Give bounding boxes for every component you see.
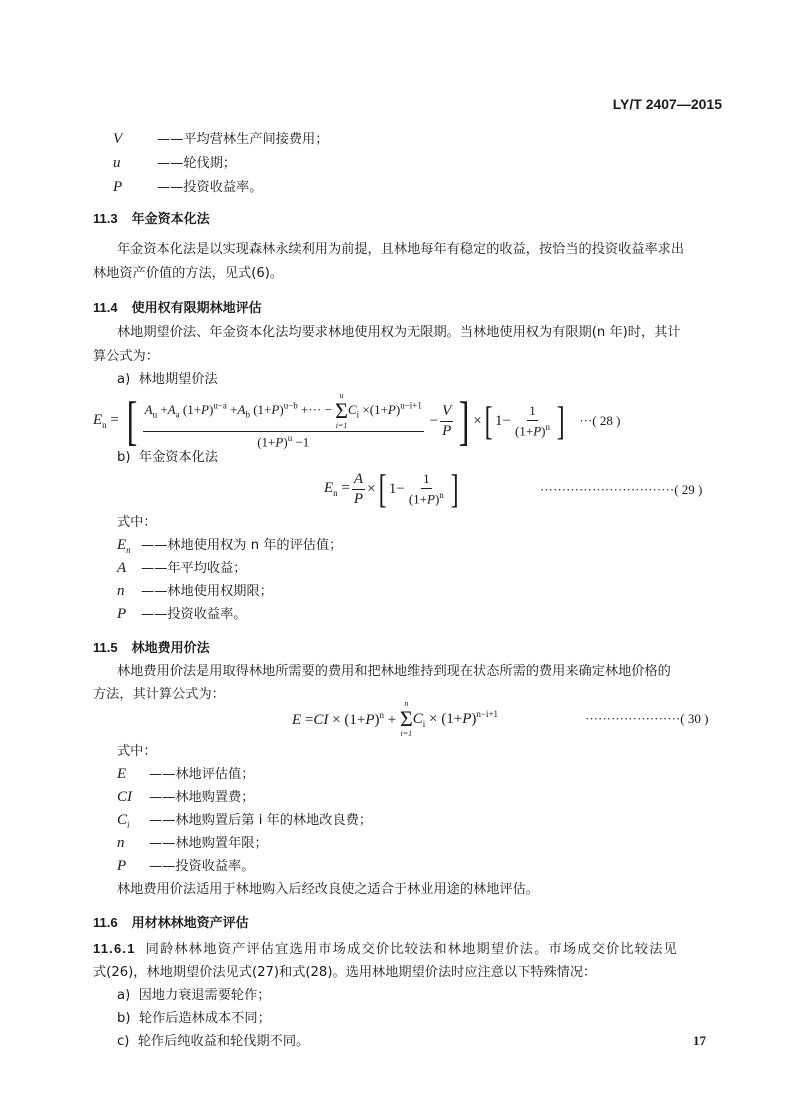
page-number: 17 <box>693 1033 706 1048</box>
paragraph: 林地期望价法、年金资本化法均要求林地使用权为无限期。当林地使用权为有限期(n 年)时，其计 <box>117 325 681 340</box>
equation-number-29: ·······························( 29 ) <box>540 482 703 497</box>
paragraph: 方法，其计算公式为： <box>93 687 225 702</box>
definition-row: $C_i$ ——林地购置后第 i 年的林地改良费； <box>117 812 373 830</box>
closing-paragraph: 林地费用价法适用于林地购入后经改良使之适合于林业用途的林地评估。 <box>117 882 539 897</box>
equation-number-30: ······················( 30 ) <box>585 711 709 726</box>
standard-code: LY/T 2407—2015 <box>612 96 722 112</box>
where-label: 式中： <box>117 744 157 759</box>
where-label: 式中： <box>117 515 157 530</box>
paragraph: 林地资产价值的方法，见式(6)。 <box>93 266 284 281</box>
list-item-b: b) 年金资本化法 <box>117 450 219 465</box>
definition-row: P ——投资收益率。 <box>117 858 255 874</box>
definition-row: V ——平均营林生产间接费用； <box>113 131 329 147</box>
formula-30: $E =CI \times (1+P)^n$ + n Σ i=1 $C_i \times (1+P)^{n-i+1}$ <box>292 699 499 738</box>
list-item-a: a) 林地期望价法 <box>117 372 218 387</box>
section-heading-11-3: 11.3 年金资本化法 <box>93 211 210 227</box>
section-heading-11-6: 11.6 用材林林地资产评估 <box>93 915 249 931</box>
list-item-b: b) 轮作后造林成本不同； <box>117 1011 271 1026</box>
definition-row: n ——林地购置年限； <box>117 835 268 851</box>
paragraph: 式(26)，林地期望价法见式(27)和式(28)。选用林地期望价法时应注意以下特殊情况： <box>93 965 597 980</box>
definition-row: E ——林地评估值； <box>117 766 255 782</box>
definition-row: A ——年平均收益； <box>117 560 247 576</box>
list-item-a: a) 因地力衰退需要轮作； <box>117 988 271 1003</box>
definition-row: P ——投资收益率。 <box>117 606 247 622</box>
definition-row: $E_n$ ——林地使用权为 n 年的评估值； <box>117 537 343 555</box>
definition-row: n ——林地使用权期限； <box>117 583 273 599</box>
definition-row: u ——轮伐期； <box>113 155 237 171</box>
paragraph: 林地费用价法是用取得林地所需要的费用和把林地维持到现在状态所需的费用来确定林地价格的 <box>117 664 671 679</box>
paragraph: 算公式为： <box>93 349 159 364</box>
clause-11-6-1: 11.6.1 同龄林林地资产评估宜选用市场成交价比较法和林地期望价法。市场成交价比较法见 <box>93 941 678 957</box>
list-item-c: c) 轮作后纯收益和轮伐期不同。 <box>117 1034 310 1049</box>
paragraph: 年金资本化法是以实现森林永续利用为前提，且林地每年有稳定的收益，按恰当的投资收益率求出 <box>117 242 685 257</box>
section-heading-11-5: 11.5 林地费用价法 <box>93 640 210 656</box>
definition-row: P ——投资收益率。 <box>113 179 263 195</box>
section-heading-11-4: 11.4 使用权有限期林地评估 <box>93 300 262 316</box>
formula-28: $E_n$ = [ $A_u +A_a$ $(1+P)^{u-a} +A_b$ $(1+P)^{u-b}$ +··· − u Σ i=1 $C_i \times(1+P)^{u-i+1}$ $(1+P)^u -1$ − $\frac{V}{P}$ ] × [ 1− $\frac{1}{(1+P)^n}$ ] ···( 28 ) <box>93 391 621 452</box>
formula-29: $E_n$ = $\frac{A}{P}$ × [ 1− $\frac{1}{(1+P)^n}$ ] <box>324 466 459 511</box>
definition-row: CI ——林地购置费； <box>117 789 255 805</box>
